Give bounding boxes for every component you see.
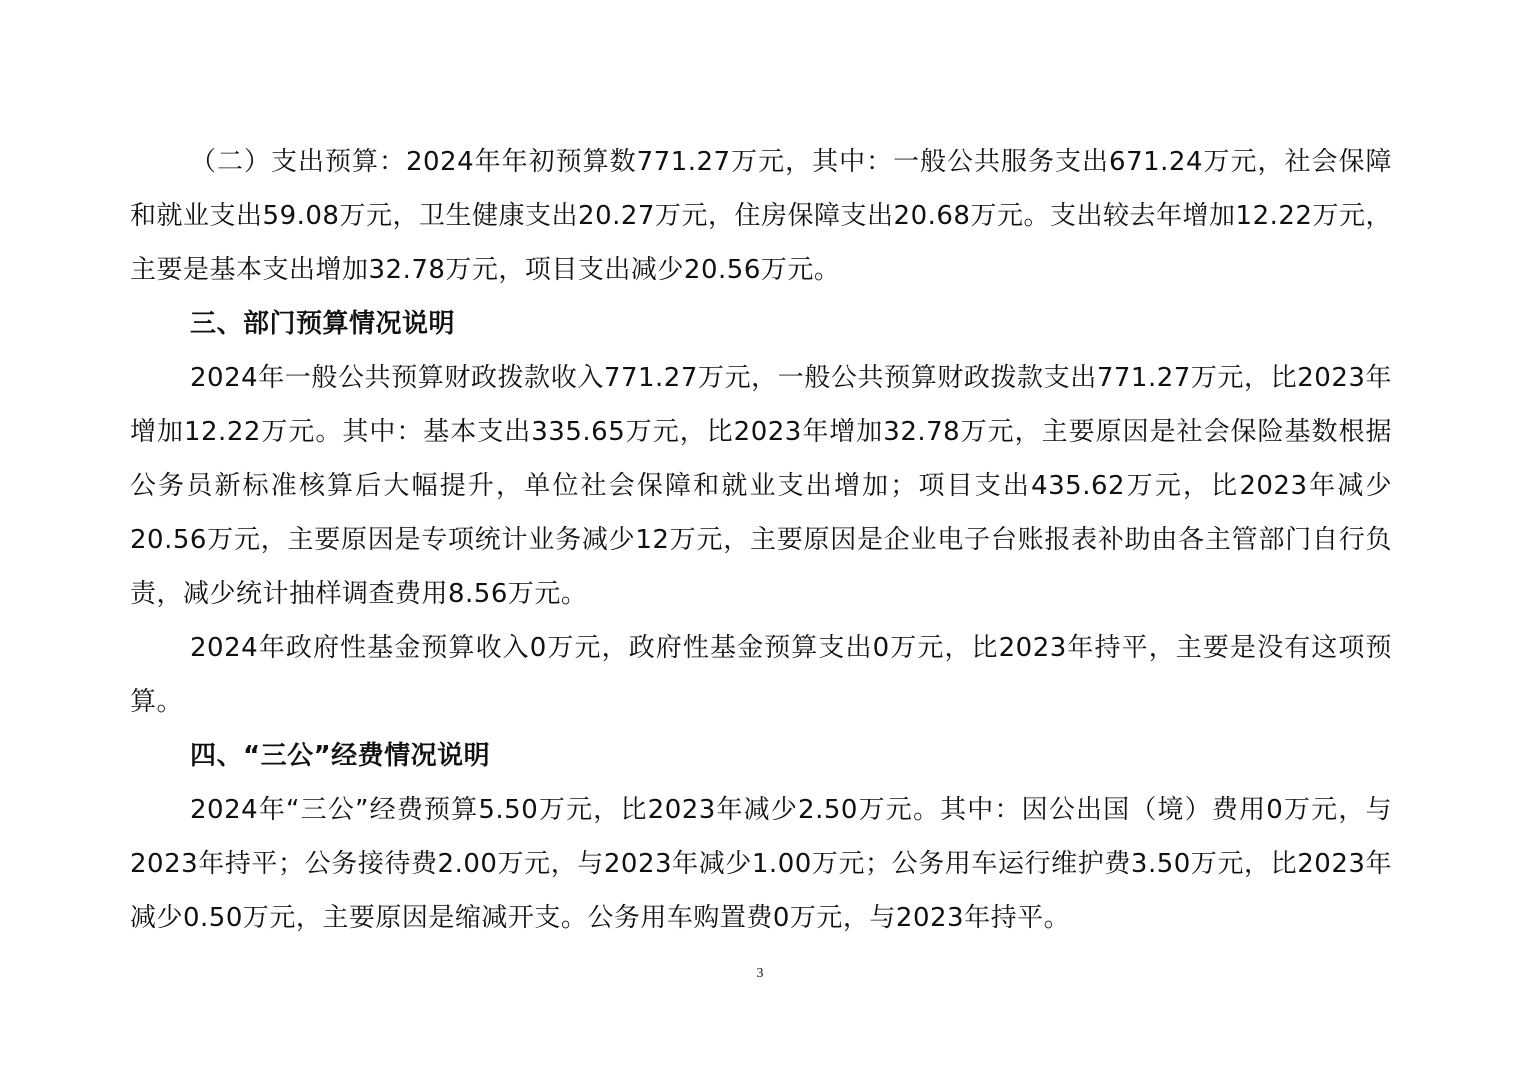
document-body xyxy=(130,135,1392,945)
heading-three-public-expenses: 四、“三公”经费情况说明 xyxy=(190,741,491,771)
paragraph-general-public-budget: 2024年一般公共预算财政拨款收入771.27万元，一般公共预算财政拨款支出771.27万元，比2023年增加12.22万元。其中：基本支出335.65万元，比2023年增加32.78万元，主要原因是社会保险基数根据公务员新标准核算后大幅提升，单位社会保障和就业支出增加；项目支出435.62万元，比2023年减少20.56万元，主要原因是专项统计业务减少12万元，主要原因是企业电子台账报表补助由各主管部门自行负责，减少统计抽样调查费用8.56万元。 xyxy=(130,363,1392,609)
page-number: 3 xyxy=(756,966,764,981)
paragraph-three-public-expenses: 2024年“三公”经费预算5.50万元，比2023年减少2.50万元。其中：因公出国（境）费用0万元，与2023年持平；公务接待费2.00万元，与2023年减少1.00万元；公务用车运行维护费3.50万元，比2023年减少0.50万元，主要原因是缩减开支。公务用车购置费0万元，与2023年持平。 xyxy=(130,795,1392,933)
heading-department-budget: 三、部门预算情况说明 xyxy=(190,309,456,339)
paragraph-government-fund-budget: 2024年政府性基金预算收入0万元，政府性基金预算支出0万元，比2023年持平，主要是没有这项预算。 xyxy=(130,633,1392,717)
paragraph-expenditure-budget: （二）支出预算：2024年年初预算数771.27万元，其中：一般公共服务支出671.24万元，社会保障和就业支出59.08万元，卫生健康支出20.27万元，住房保障支出20.68万元。支出较去年增加12.22万元，主要是基本支出增加32.78万元，项目支出减少20.56万元。 xyxy=(130,147,1392,285)
